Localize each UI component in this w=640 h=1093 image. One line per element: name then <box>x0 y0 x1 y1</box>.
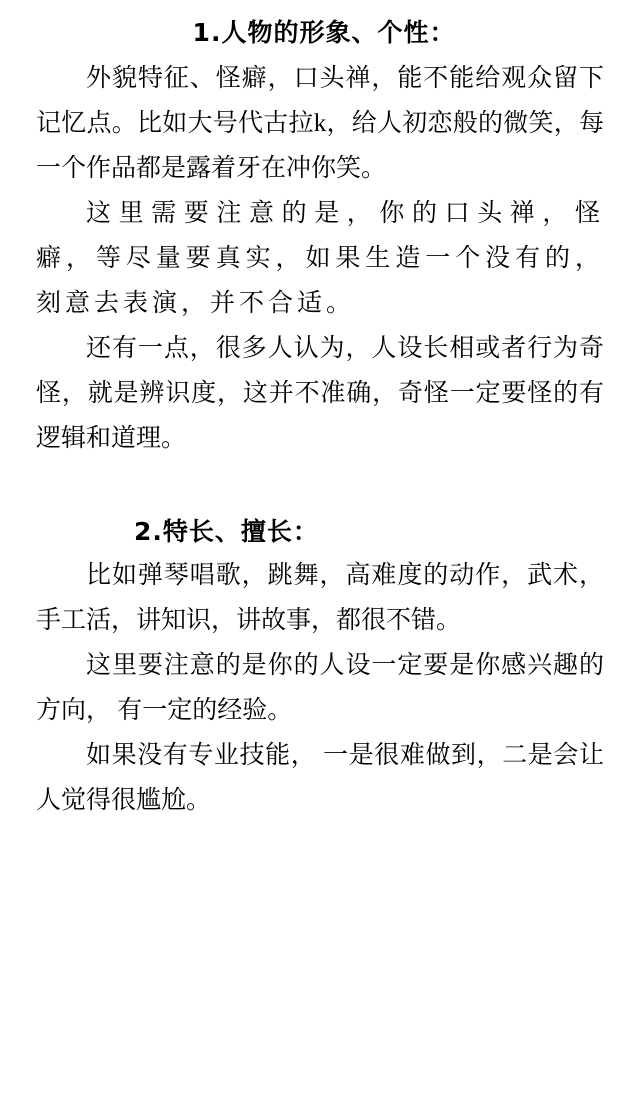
paragraph-1-2: 这里需要注意的是，你的口头禅，怪癖，等尽量要真实，如果生造一个没有的，刻意去表演，并不合适。 <box>36 200 604 317</box>
paragraph-2-1: 比如弹琴唱歌，跳舞，高难度的动作，武术，手工活，讲知识，讲故事，都很不错。 <box>36 562 604 634</box>
section-heading-2: 2.特长、擅长： <box>134 517 319 546</box>
paragraph-1-3: 还有一点，很多人认为，人设长相或者行为奇怪，就是辨识度，这并不准确，奇怪一定要怪的有逻辑和道理。 <box>36 335 604 452</box>
section-heading-1: 1.人物的形象、个性： <box>192 18 456 47</box>
paragraph-2-3: 如果没有专业技能， 一是很难做到，二是会让人觉得很尴尬。 <box>36 742 604 814</box>
section-spacer <box>36 461 604 483</box>
paragraph-2-2: 这里要注意的是你的人设一定要是你感兴趣的方向， 有一定的经验。 <box>36 652 604 724</box>
paragraph-1-1: 外貌特征、怪癖，口头禅，能不能给观众留下记忆点。比如大号代古拉k，给人初恋般的微笑，每一个作品都是露着牙在冲你笑。 <box>36 65 604 182</box>
